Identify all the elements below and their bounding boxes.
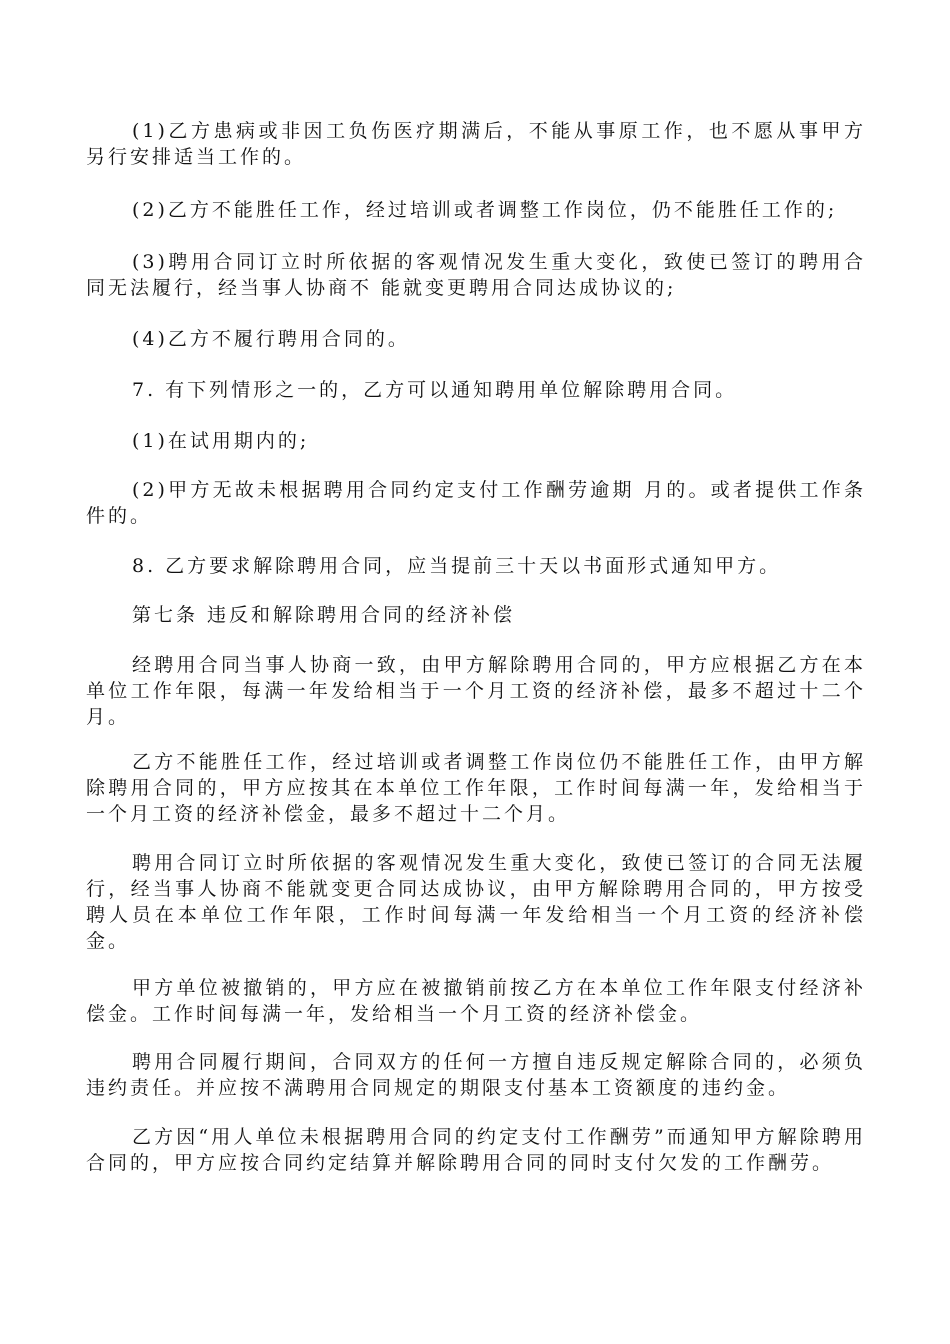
paragraph-item-7-clause-1: (1)在试用期内的; <box>132 430 310 452</box>
paragraph-clause-1: (1)乙方患病或非因工负伤医疗期满后，不能从事原工作，也不愿从事甲方另行安排适当工作的。 <box>86 120 866 168</box>
paragraph-compensation-mutual: 经聘用合同当事人协商一致，由甲方解除聘用合同的，甲方应根据乙方在本单位工作年限，每满一年发给相当于一个月工资的经济补偿，最多不超过十二个月。 <box>86 654 866 728</box>
paragraph-compensation-circumstances: 聘用合同订立时所依据的客观情况发生重大变化，致使已签订的合同无法履行，经当事人协商不能就变更合同达成协议，由甲方解除聘用合同的，甲方按受聘人员在本单位工作年限，工作时间每满一年发给相当一个月工资的经济补偿金。 <box>86 852 866 952</box>
paragraph-item-7: 7. 有下列情形之一的，乙方可以通知聘用单位解除聘用合同。 <box>132 379 738 401</box>
paragraph-clause-2: (2)乙方不能胜任工作，经过培训或者调整工作岗位，仍不能胜任工作的; <box>132 199 838 221</box>
section-heading-article-7: 第七条 违反和解除聘用合同的经济补偿 <box>132 604 516 626</box>
paragraph-compensation-revoked: 甲方单位被撤销的，甲方应在被撤销前按乙方在本单位工作年限支付经济补偿金。工作时间每满一年，发给相当一个月工资的经济补偿金。 <box>86 977 866 1025</box>
paragraph-item-7-clause-2: (2)甲方无故未根据聘用合同约定支付工作酬劳逾期 月的。或者提供工作条件的。 <box>86 479 866 527</box>
paragraph-compensation-incompetent: 乙方不能胜任工作，经过培训或者调整工作岗位仍不能胜任工作，由甲方解除聘用合同的，甲方应按其在本单位工作年限，工作时间每满一年，发给相当于一个月工资的经济补偿金，最多不超过十二个月。 <box>86 751 866 825</box>
paragraph-unpaid-wages: 乙方因“用人单位未根据聘用合同的约定支付工作酬劳”而通知甲方解除聘用合同的，甲方应按合同约定结算并解除聘用合同的同时支付欠发的工作酬劳。 <box>86 1126 866 1174</box>
paragraph-clause-3: (3)聘用合同订立时所依据的客观情况发生重大变化，致使已签订的聘用合同无法履行，经当事人协商不 能就变更聘用合同达成协议的; <box>86 251 866 299</box>
paragraph-item-8: 8. 乙方要求解除聘用合同，应当提前三十天以书面形式通知甲方。 <box>132 555 782 577</box>
paragraph-breach-liability: 聘用合同履行期间，合同双方的任何一方擅自违反规定解除合同的，必须负违约责任。并应按不满聘用合同规定的期限支付基本工资额度的违约金。 <box>86 1051 866 1099</box>
paragraph-clause-4: (4)乙方不履行聘用合同的。 <box>132 328 410 350</box>
